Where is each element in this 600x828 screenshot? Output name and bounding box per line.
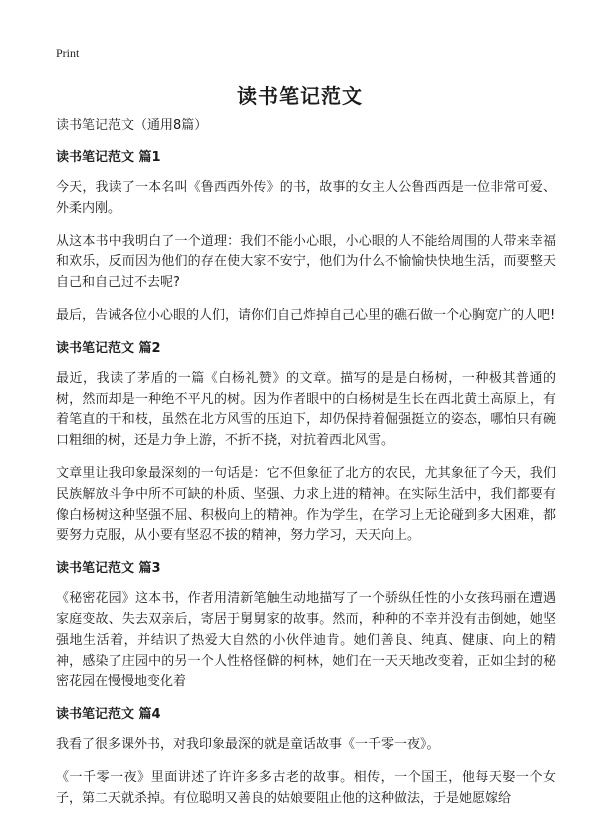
paragraph: 《秘密花园》这本书，作者用清新笔触生动地描写了一个骄纵任性的小女孩玛丽在遭遇家庭变故、失去双亲后，寄居于舅舅家的故事。然而，种种的不幸并没有击倒她，她坚强地生活着，并结识了热爱大自然的小伙伴迪肯。她们善良、纯真、健康、向上的精神，感染了庄园中的另一个人性格怪僻的柯林，她们在一天天地改变着，正如尘封的秘密花园在慢慢地变化着 bbox=[56, 591, 556, 690]
print-link[interactable]: Print bbox=[56, 46, 80, 60]
page-title: 读书笔记范文 bbox=[237, 84, 363, 108]
paragraph: 最后，告诫各位小心眼的人们，请你们自己炸掉自己心里的礁石做一个心胸宽广的人吧! bbox=[56, 307, 556, 323]
section-heading-2: 读书笔记范文 篇2 bbox=[56, 340, 161, 356]
section-heading-3: 读书笔记范文 篇3 bbox=[56, 561, 161, 577]
paragraph: 今天，我读了一本名叫《鲁西西外传》的书，故事的女主人公鲁西西是一位非常可爱、外柔内刚。 bbox=[56, 180, 556, 216]
paragraph: 《一千零一夜》里面讲述了许许多多古老的故事。相传，一个国王，他每天娶一个女子，第二天就杀掉。有位聪明又善良的姑娘要阻止他的这种做法，于是她愿嫁给 bbox=[56, 769, 556, 806]
paragraph: 从这本书中我明白了一个道理：我们不能小心眼，小心眼的人不能给周围的人带来幸福和欢乐，反而因为他们的存在使大家不安宁，他们为什么不愉愉快快地生活，而要整天自己和自己过不去呢? bbox=[56, 233, 556, 291]
section-heading-4: 读书笔记范文 篇4 bbox=[56, 707, 161, 723]
paragraph: 文章里让我印象最深刻的一句话是：它不但象征了北方的农民，尤其象征了今天，我们民族解放斗争中所不可缺的朴质、坚强、力求上进的精神。在实际生活中，我们都要有像白杨树这种坚强不屈、积极向上的精神。作为学生，在学习上无论碰到多大困难，都要努力克服，从小要有坚忍不拔的精神，努力学习，天天向上。 bbox=[56, 465, 556, 544]
paragraph: 最近，我读了茅盾的一篇《白杨礼赞》的文章。描写的是是白杨树，一种极其普通的树，然而却是一种绝不平凡的树。因为作者眼中的白杨树是生长在西北黄土高原上，有着笔直的干和枝，虽然在北方风雪的压迫下，却仍保持着倔强挺立的姿态，哪怕只有碗口粗细的树，还是力争上游，不折不挠，对抗着西北风雪。 bbox=[56, 370, 556, 449]
document-subtitle: 读书笔记范文（通用8篇） bbox=[56, 118, 208, 133]
document-body bbox=[56, 116, 556, 822]
paragraph: 我看了很多课外书，对我印象最深的就是童话故事《一千零一夜》。 bbox=[56, 737, 440, 753]
section-heading-1: 读书笔记范文 篇1 bbox=[56, 150, 161, 165]
